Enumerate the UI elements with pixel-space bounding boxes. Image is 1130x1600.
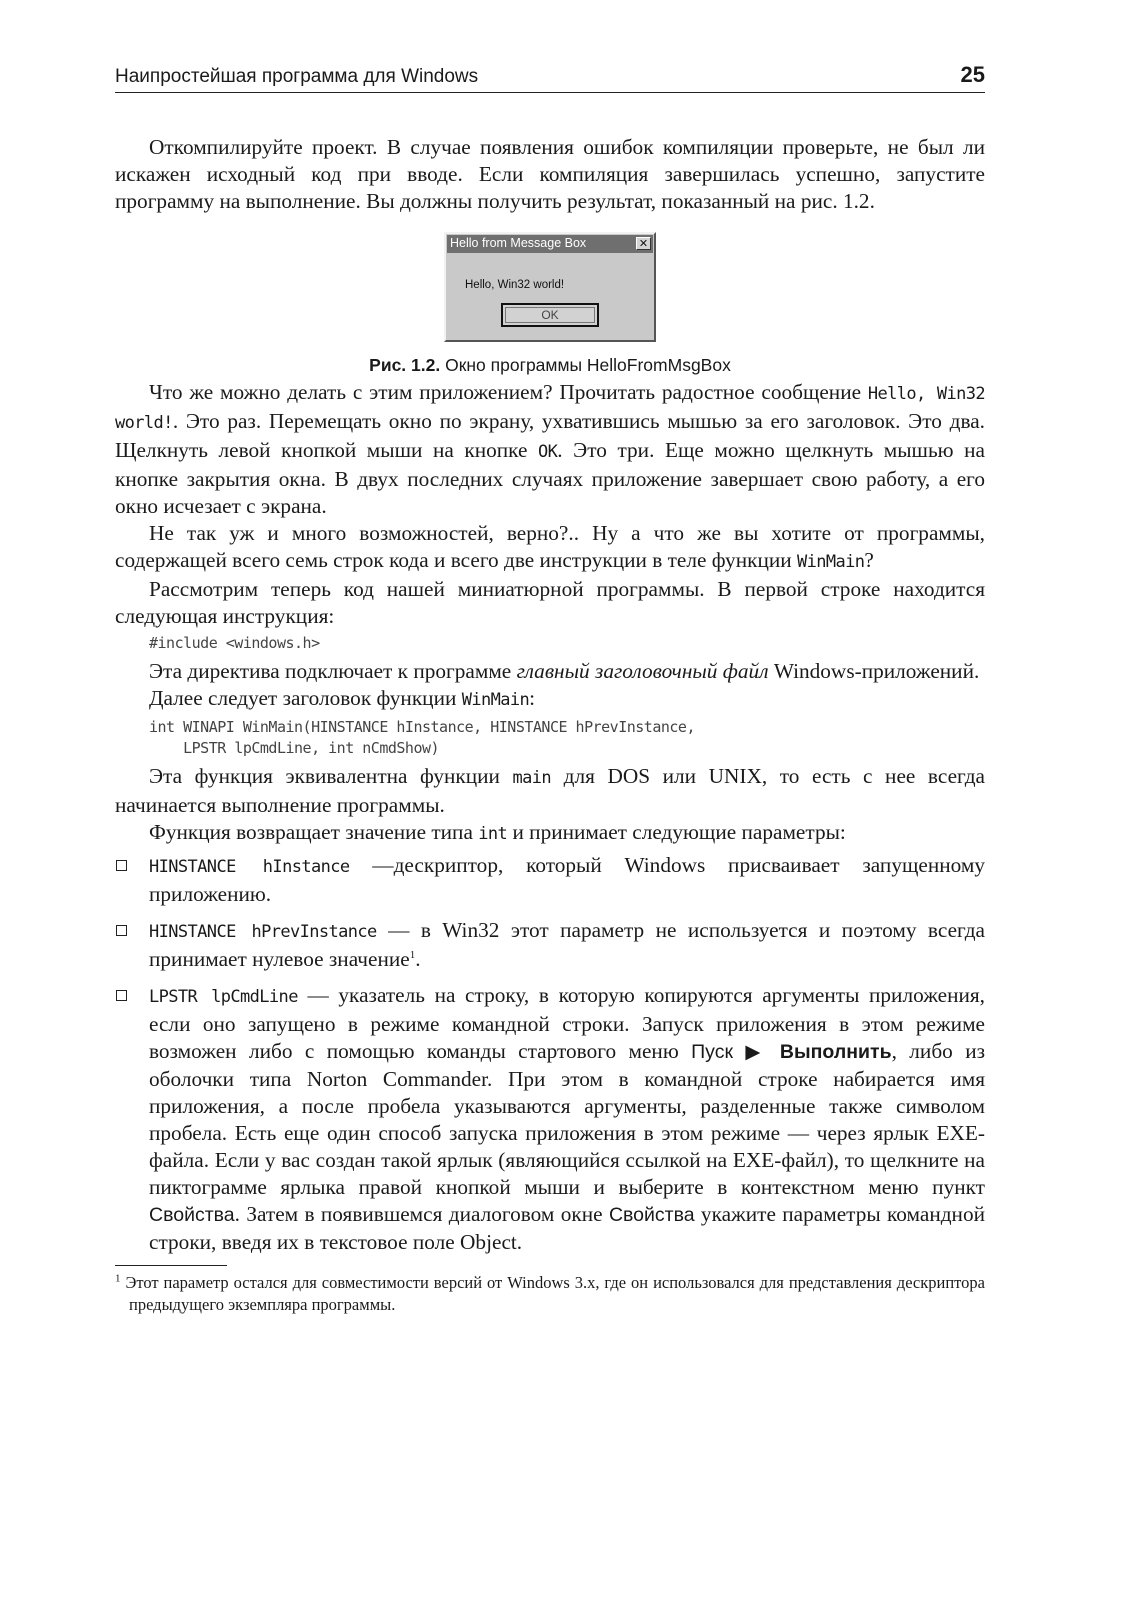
inline-code: OK <box>538 441 558 462</box>
figure-caption <box>115 352 985 379</box>
page-number: 25 <box>960 62 985 87</box>
close-icon: ✕ <box>636 237 651 250</box>
message-box-title: Hello from Message Box <box>450 236 587 250</box>
menu-command: Выполнить <box>779 1040 892 1063</box>
text-run: . Это раз. Перемещать окно по экрану, ухватившись мышью за его заголовок. Это два. Щелкнуть левой кнопкой мыши на кнопке <box>115 408 985 462</box>
text-run: Эта директива подключает к программе <box>149 658 517 683</box>
text-run: для DOS или UNIX, то есть с нее всегда начинается выполнение программы. <box>115 763 985 817</box>
message-box-screenshot <box>444 232 656 342</box>
inline-code: HINSTANCE hInstance <box>149 856 350 877</box>
text-run: Не так уж и много возможностей, верно?.. Ну а что же вы хотите от программы, содержащей всего семь строк кода и всего две инструкции в теле функции <box>115 520 985 572</box>
inline-code: int <box>478 823 508 844</box>
footnote-text: Этот параметр остался для совместимости версий от Windows 3.x, где он использовался для представления дескриптора предыдущего экземпляра программы. <box>120 1272 985 1314</box>
paragraph-5 <box>115 658 985 685</box>
figure-1-2 <box>115 227 985 379</box>
inline-code: Hello, Win32 world! <box>115 383 985 433</box>
paragraph-1: Откомпилируйте проект. В случае появления ошибок компиляции проверьте, не был ли искажен исходный код при вводе. Если компиляция завершилась успешно, запустите программу на выполнение. Вы должны получить результат, показанный на рис. 1.2. <box>115 135 985 213</box>
menu-command: Свойства <box>608 1203 695 1226</box>
text-run: . Затем в появившемся диалоговом окне <box>234 1201 609 1226</box>
text-run: . <box>415 946 421 971</box>
inline-code: HINSTANCE hPrevInstance <box>149 921 377 942</box>
message-box-titlebar <box>447 235 653 253</box>
text-run: Эта функция эквивалентна функции <box>149 763 513 788</box>
inline-code: WinMain <box>796 551 865 572</box>
page <box>115 62 985 1316</box>
inline-code: LPSTR lpCmdLine <box>149 986 298 1007</box>
text-run: Windows-приложений. <box>768 658 980 683</box>
running-title: Наипростейшая программа для Windows <box>115 66 479 87</box>
paragraph-8 <box>115 819 985 848</box>
code-include: #include <windows.h> <box>149 633 320 652</box>
parameter-list <box>115 852 985 1256</box>
text-run: укажите параметры командной строки, введя их в текстовое поле Object. <box>149 1201 985 1254</box>
text-run: ? <box>864 547 874 572</box>
paragraph-6 <box>115 685 985 714</box>
caption-text: Окно программы HelloFromMsgBox <box>445 354 731 375</box>
paragraph-7 <box>115 763 985 819</box>
paragraph-4: Рассмотрим теперь код нашей миниатюрной программы. В первой строке находится следующая инструкция: <box>115 576 985 628</box>
checkbox-bullet-icon <box>116 990 127 1001</box>
text-run: . Это три. Еще можно щелкнуть мышью на кнопке закрытия окна. В двух последних случаях приложение завершает свою работу, а его окно исчезает с экрана. <box>115 437 985 518</box>
text-run: : <box>529 685 536 710</box>
emphasis: главный заголовочный файл <box>516 658 769 683</box>
inline-code: main <box>512 767 552 788</box>
text-run: — указатель на строку, в которую копируются аргументы приложения, если оно запущено в режиме командной строки. Запуск приложения в этом режиме возможен либо с помощью команды стартового меню <box>149 982 985 1063</box>
footnote-number: 1 <box>115 1272 121 1284</box>
ok-button: OK <box>501 303 599 327</box>
checkbox-bullet-icon <box>116 860 127 871</box>
text-run: —дескриптор, который Windows присваивает запущенному приложению. <box>149 852 985 906</box>
text-run: Что же можно делать с этим приложением? Прочитать радостное сообщение <box>149 379 868 404</box>
text-run: и принимает следующие параметры: <box>507 819 846 844</box>
code-winmain: int WINAPI WinMain(HINSTANCE hInstance, HINSTANCE hPrevInstance, LPSTR lpCmdLine, int nCmdShow) <box>149 717 695 757</box>
text-run: , либо из оболочки типа Norton Commander. При этом в командной строке набирается имя приложения, а после пробела указываются аргументы, разделенные также символом пробела. Есть еще один способ запуска приложения в этом режиме — через ярлык EXE-файла. Если у вас создан такой ярлык (являющийся ссылкой на EXE-файл), то щелкните на пиктограмме ярлыка правой кнопкой мыши и выберите в контекстном меню пункт <box>149 1038 986 1199</box>
footnote-separator <box>115 1265 227 1266</box>
caption-label: Рис. 1.2. <box>369 354 441 375</box>
menu-arrow-icon: ▶ <box>745 1040 768 1063</box>
message-box-text: Hello, Win32 world! <box>465 278 565 291</box>
text-run: — в Win32 этот параметр не используется и поэтому всегда принимает нулевое значение <box>149 917 985 971</box>
paragraph-3 <box>115 520 985 576</box>
menu-command: Пуск <box>691 1040 733 1063</box>
list-item <box>115 982 985 1256</box>
footnote <box>115 1272 985 1316</box>
running-header <box>115 62 985 93</box>
text-run: Далее следует заголовок функции <box>149 685 462 710</box>
list-item <box>115 917 985 973</box>
body-text <box>115 134 985 1256</box>
footnote-ref: 1 <box>409 948 416 961</box>
checkbox-bullet-icon <box>116 925 127 936</box>
list-item <box>115 852 985 908</box>
menu-command: Свойства <box>149 1203 235 1226</box>
inline-code: WinMain <box>461 689 530 710</box>
paragraph-2 <box>115 379 985 520</box>
text-run: Функция возвращает значение типа <box>149 819 479 844</box>
